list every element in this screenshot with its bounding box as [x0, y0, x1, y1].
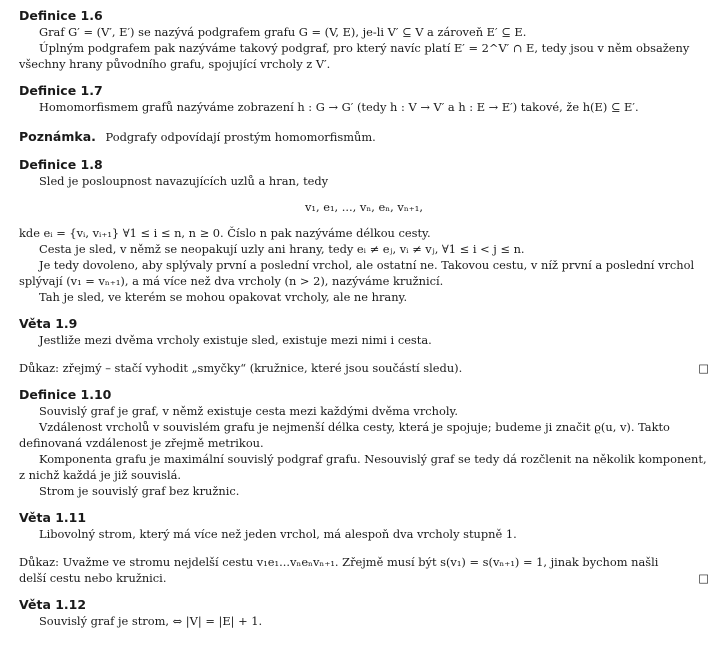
theorem-text: Souvislý graf je strom, ⇔ |V| = |E| + 1. [39, 614, 263, 628]
qed-symbol: □ [698, 361, 709, 375]
paragraph: Souvislý graf je graf, v němž existuje cesta mezi každými dvěma vrcholy. [39, 404, 459, 418]
qed-symbol: □ [698, 571, 709, 585]
paragraph-continuation: z nichž každá je již souvislá. [19, 468, 182, 482]
paragraph-continuation: všechny hrany původního grafu, spojující vrcholy z V′. [19, 57, 331, 71]
section-heading: Definice 1.8 [19, 157, 103, 172]
paragraph: Sled je posloupnost navazujících uzlů a hran, tedy [39, 174, 329, 188]
display-formula: v₁, e₁, ..., vₙ, eₙ, vₙ₊₁, [305, 200, 423, 214]
note-label: Poznámka. [19, 129, 96, 144]
theorem-text: Jestliže mezi dvěma vrcholy existuje sled, existuje mezi nimi i cesta. [39, 333, 432, 347]
theorem-text: Libovolný strom, který má více než jeden vrchol, má alespoň dva vrcholy stupně 1. [39, 527, 517, 541]
paragraph: Cesta je sled, v němž se neopakují uzly ani hrany, tedy eᵢ ≠ eⱼ, vᵢ ≠ vⱼ, ∀1 ≤ i < j ≤ n. [39, 242, 525, 256]
section-heading: Věta 1.11 [19, 510, 87, 525]
definition-1-8 [19, 157, 709, 305]
definition-1-10 [19, 387, 709, 499]
paragraph: Tah je sled, ve kterém se mohou opakovat vrcholy, ale ne hrany. [39, 290, 408, 304]
note [19, 129, 709, 145]
paragraph: Vzdálenost vrcholů v souvislém grafu je nejmenší délka cesty, která je spojuje; budeme ji značit ϱ(u, v). Takto [39, 420, 670, 434]
definition-1-6 [19, 8, 709, 72]
paragraph: Homomorfismem grafů nazýváme zobrazení h : G → G′ (tedy h : V → V′ a h : E → E′) takové, že h(E) ⊆ E′. [39, 100, 639, 114]
proof [19, 360, 709, 376]
section-heading: Věta 1.12 [19, 597, 87, 612]
section-heading: Věta 1.9 [19, 316, 78, 331]
paragraph: Úplným podgrafem pak nazýváme takový podgraf, pro který navíc platí E′ = 2^V′ ∩ E, tedy jsou v něm obsaženy [39, 41, 690, 55]
proof [19, 570, 709, 586]
paragraph-continuation: splývají (v₁ = vₙ₊₁), a má více než dva vrcholy (n > 2), nazýváme kružnicí. [19, 274, 444, 288]
theorem-1-9 [19, 316, 709, 376]
theorem-1-11 [19, 510, 709, 586]
proof-text: Důkaz: zřejmý – stačí vyhodit „smyčky“ (kružnice, které jsou součástí sledu). [19, 361, 463, 375]
paragraph: kde eᵢ = {vᵢ, vᵢ₊₁} ∀1 ≤ i ≤ n, n ≥ 0. Číslo n pak nazýváme délkou cesty. [19, 226, 431, 240]
note-text: Podgrafy odpovídají prostým homomorfismům. [105, 130, 376, 144]
section-heading: Definice 1.6 [19, 8, 103, 23]
paragraph: Komponenta grafu je maximální souvislý podgraf grafu. Nesouvislý graf se tedy dá rozčlenit na několik komponent, [39, 452, 707, 466]
section-heading: Definice 1.7 [19, 83, 103, 98]
proof-continuation: delší cestu nebo kružnici. [19, 571, 167, 585]
theorem-1-12 [19, 597, 709, 629]
paragraph: Graf G′ = (V′, E′) se nazývá podgrafem grafu G = (V, E), je-li V′ ⊆ V a zároveň E′ ⊆ E. [39, 25, 527, 39]
paragraph: Strom je souvislý graf bez kružnic. [39, 484, 240, 498]
section-heading: Definice 1.10 [19, 387, 112, 402]
paragraph-continuation: definovaná vzdálenost je zřejmě metrikou. [19, 436, 264, 450]
paragraph: Je tedy dovoleno, aby splývaly první a poslední vrchol, ale ostatní ne. Takovou cestu, v níž první a poslední vrchol [39, 258, 695, 272]
document-page [19, 8, 709, 629]
proof-text: Důkaz: Uvažme ve stromu nejdelší cestu v₁e₁...vₙeₙvₙ₊₁. Zřejmě musí být s(v₁) = s(vₙ₊₁) = 1, jinak bychom našli [19, 555, 659, 569]
definition-1-7 [19, 83, 709, 115]
